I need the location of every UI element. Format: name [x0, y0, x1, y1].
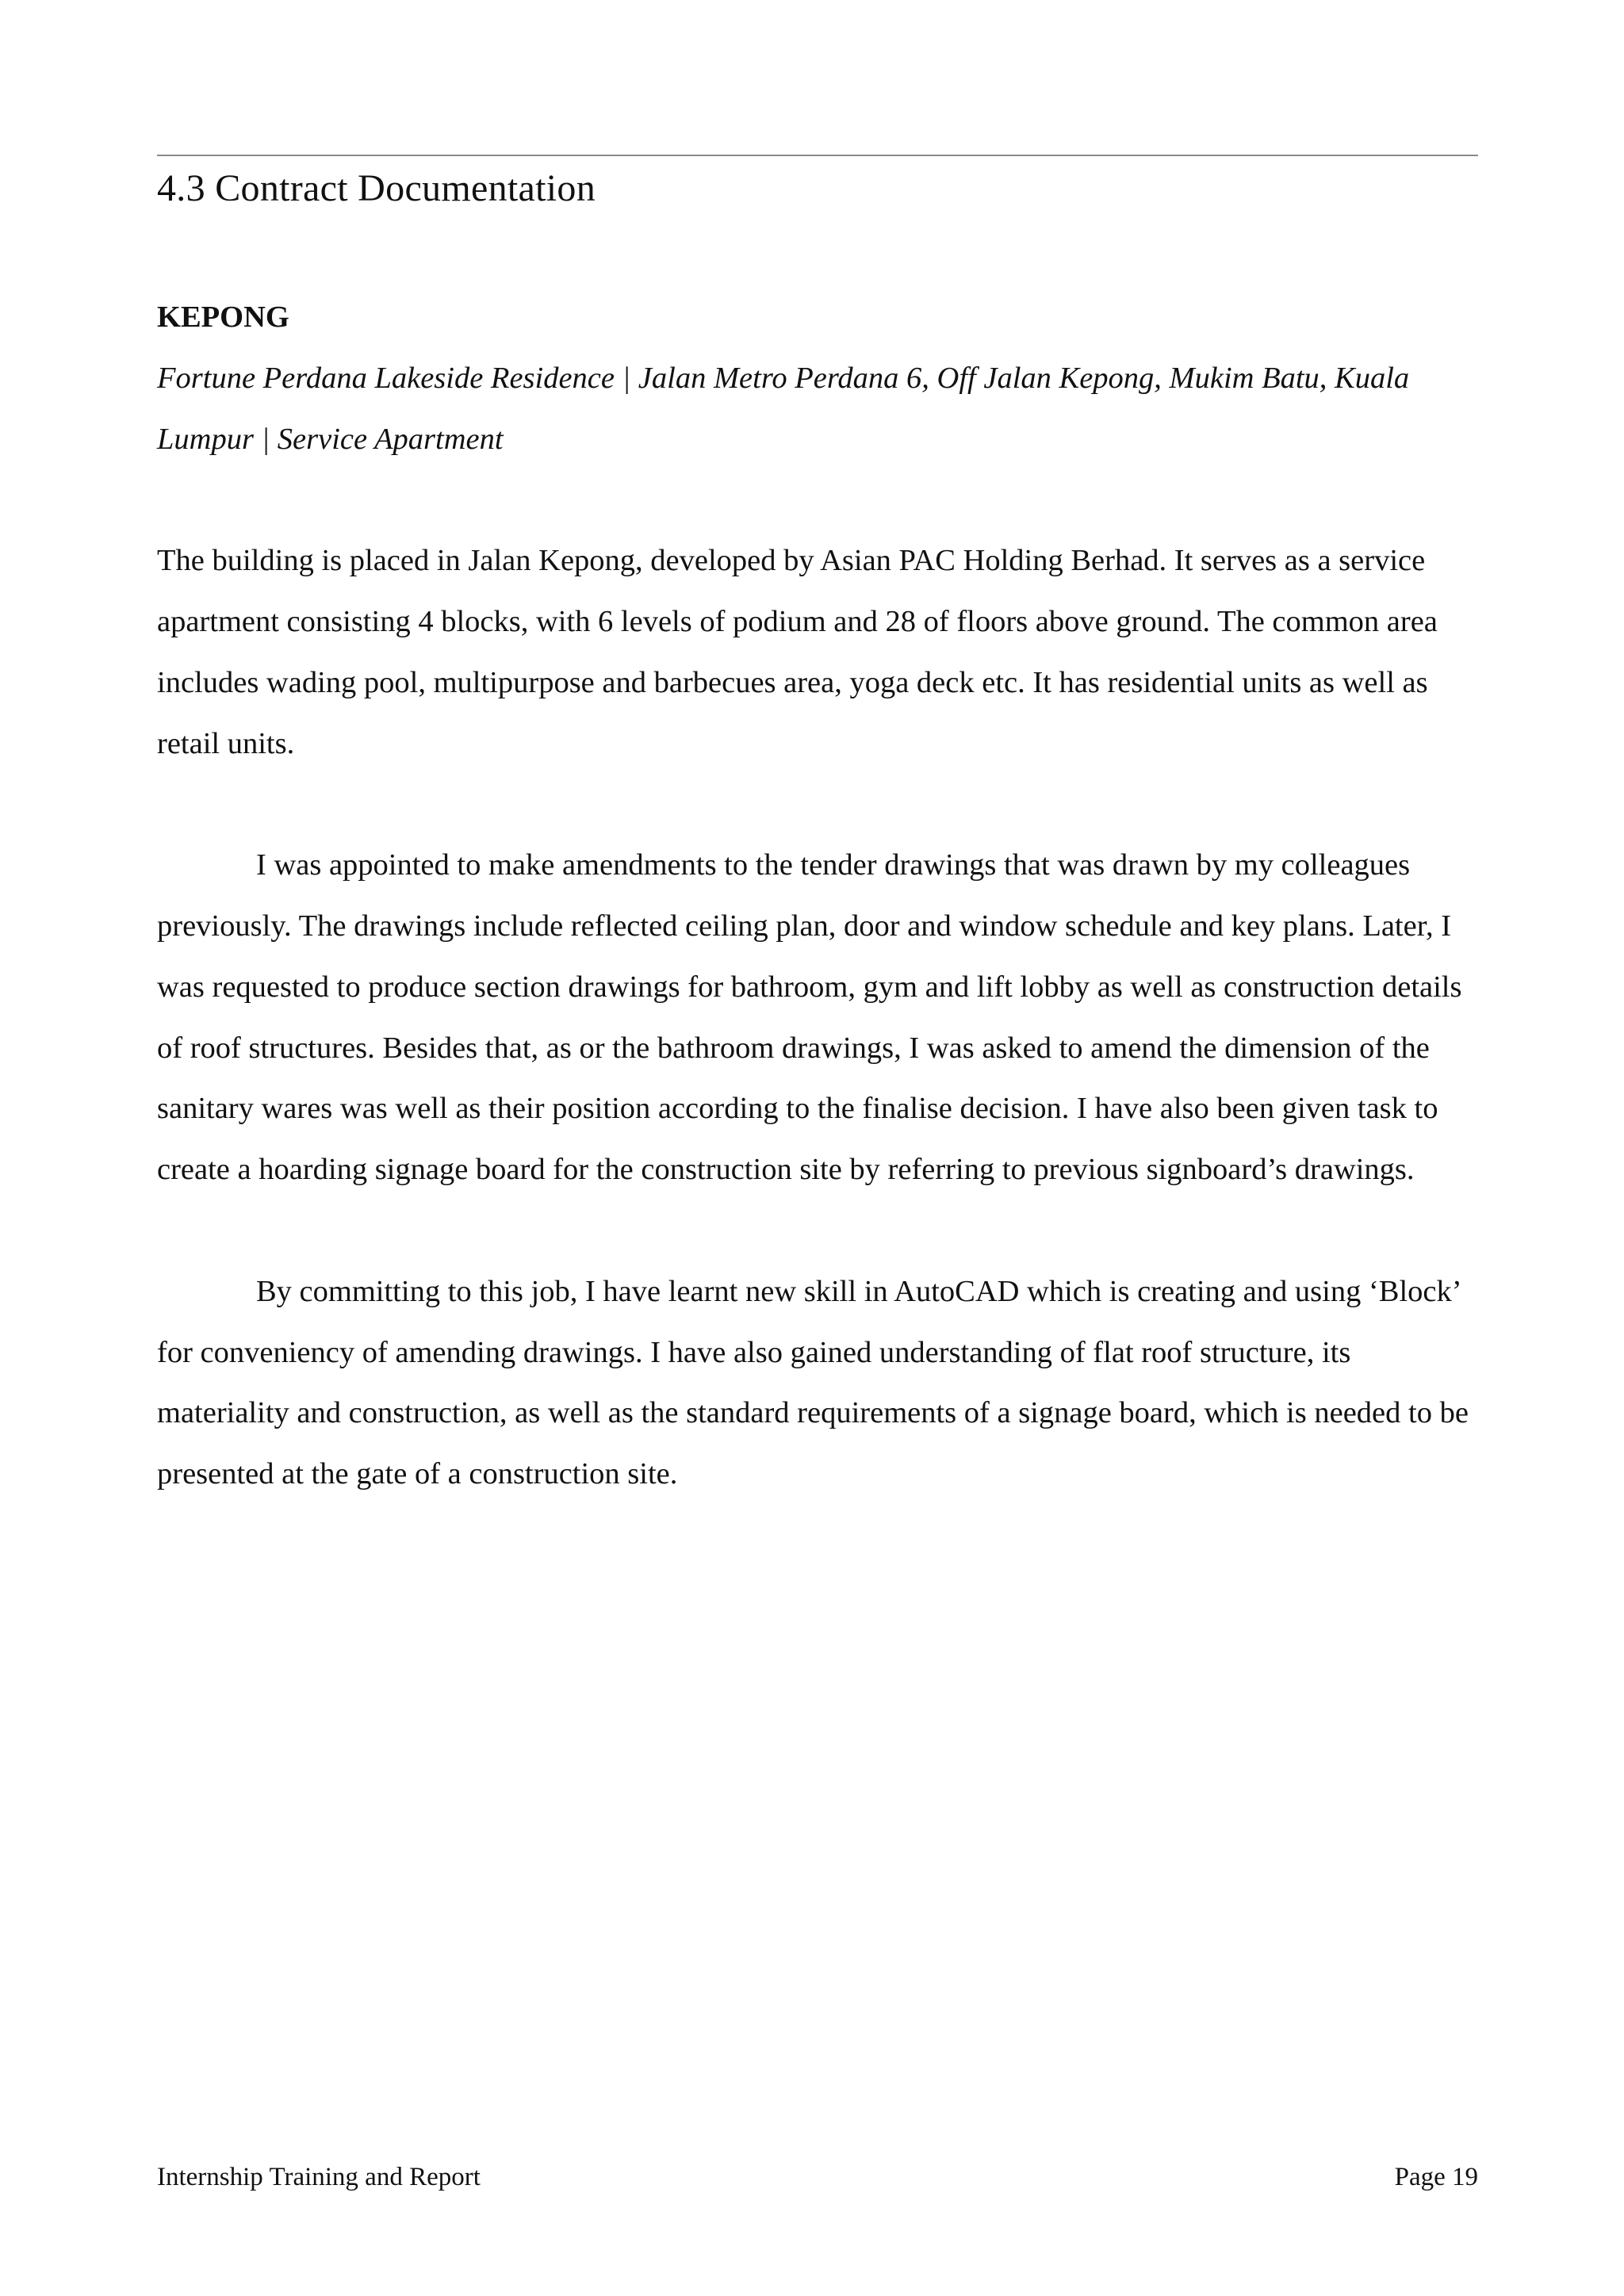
- page-content: [157, 287, 1481, 1505]
- body-paragraph-learning: By committing to this job, I have learnt new skill in AutoCAD which is creating and using ‘Block’ for conveniency of amending drawings. I have also gained understanding of flat roof structure, its materiality and construction, as well as the standard requirements of a signage board, which is needed to be presented at the gate of a construction site.: [157, 1274, 1469, 1491]
- paragraph-spacer: [157, 1200, 1481, 1261]
- project-subtitle: Fortune Perdana Lakeside Residence | Jalan Metro Perdana 6, Off Jalan Kepong, Mukim Batu, Kuala Lumpur | Service Apartment: [157, 361, 1410, 456]
- paragraph-spacer: [157, 469, 1481, 530]
- body-paragraph-building: The building is placed in Jalan Kepong, developed by Asian PAC Holding Berhad. It serves as a service apartment consisting 4 blocks, with 6 levels of podium and 28 of floors above ground. The common area includes wading pool, multipurpose and barbecues area, yoga deck etc. It has residential units as well as retail units.: [157, 544, 1438, 760]
- footer-report-title: Internship Training and Report: [157, 2163, 481, 2191]
- paragraph-spacer: [157, 774, 1481, 835]
- header-rule: [157, 155, 1478, 156]
- footer-page-number: Page 19: [1394, 2163, 1478, 2191]
- section-title: 4.3 Contract Documentation: [157, 167, 596, 209]
- body-paragraph-tasks: I was appointed to make amendments to the tender drawings that was drawn by my colleagues previously. The drawings include reflected ceiling plan, door and window schedule and key plans. Later, I was requested to produce section drawings for bathroom, gym and lift lobby as well as construction details of roof structures. Besides that, as or the bathroom drawings, I was asked to amend the dimension of the sanitary wares was well as their position according to the finalise decision. I have also been given task to create a hoarding signage board for the construction site by referring to previous signboard’s drawings.: [157, 848, 1462, 1187]
- project-name: KEPONG: [157, 300, 289, 334]
